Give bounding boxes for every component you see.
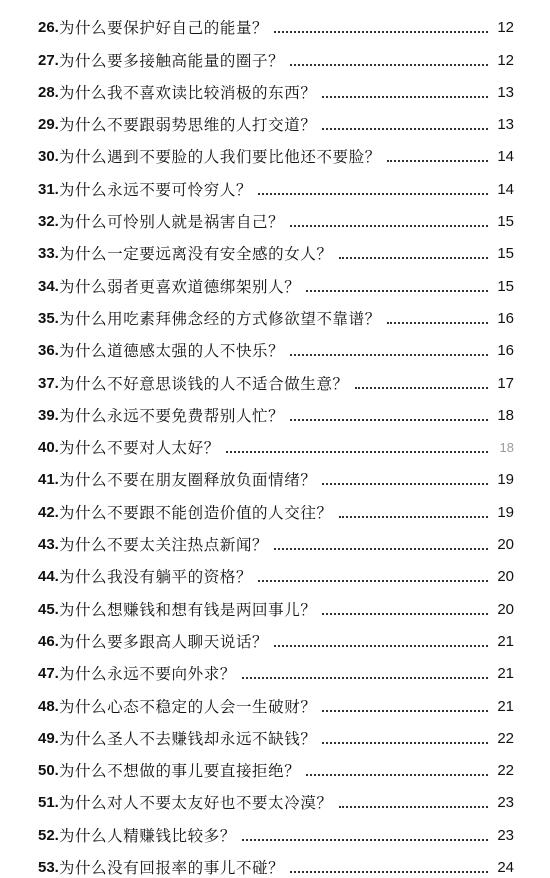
entry-title: 为什么用吃素拜佛念经的方式修欲望不靠谱？ <box>58 309 381 328</box>
toc-entry[interactable] <box>0 652 550 684</box>
toc-entry[interactable] <box>0 394 550 426</box>
toc-entry[interactable] <box>0 523 550 555</box>
entry-number: 43. <box>38 536 59 554</box>
entry-title: 为什么我不喜欢读比较消极的东西？ <box>58 83 317 102</box>
entry-page-number: 15 <box>497 245 514 263</box>
entry-title: 为什么想赚钱和想有钱是两回事儿？ <box>58 600 317 619</box>
toc-entry[interactable] <box>0 555 550 587</box>
entry-title: 为什么要保护好自己的能量？ <box>58 19 269 38</box>
entry-page-number: 18 <box>499 440 514 456</box>
entry-number: 47. <box>38 665 59 683</box>
toc-entry[interactable] <box>0 587 550 619</box>
dot-leader <box>306 773 488 776</box>
entry-number: 35. <box>38 309 59 327</box>
dot-leader <box>322 612 488 615</box>
toc-entry[interactable] <box>0 103 550 135</box>
entry-title: 为什么弱者更喜欢道德绑架别人？ <box>58 277 301 296</box>
toc-entry[interactable] <box>0 846 550 878</box>
toc-entry[interactable] <box>0 264 550 296</box>
entry-number: 39. <box>38 406 59 424</box>
table-of-contents <box>0 6 550 878</box>
dot-leader <box>274 547 488 550</box>
entry-title: 为什么遇到不要脸的人我们要比他还不要脸？ <box>58 148 381 167</box>
entry-number: 41. <box>38 471 59 489</box>
entry-title: 为什么对人不要太友好也不要太冷漠？ <box>58 794 333 813</box>
dot-leader <box>242 838 488 841</box>
toc-entry[interactable] <box>0 200 550 232</box>
toc-entry[interactable] <box>0 781 550 813</box>
entry-title: 为什么我没有躺平的资格？ <box>58 568 253 587</box>
dot-leader <box>242 676 488 679</box>
entry-title: 为什么永远不要可怜穷人？ <box>58 180 253 199</box>
entry-number: 40. <box>38 439 59 457</box>
entry-title: 为什么人精赚钱比较多？ <box>58 826 236 845</box>
toc-entry[interactable] <box>0 71 550 103</box>
toc-entry[interactable] <box>0 684 550 716</box>
dot-leader <box>387 159 488 162</box>
dot-leader <box>290 870 488 873</box>
entry-title: 为什么不要太关注热点新闻？ <box>58 536 269 555</box>
entry-page-number: 17 <box>497 374 514 392</box>
dot-leader <box>258 192 488 195</box>
entry-number: 53. <box>38 859 59 877</box>
toc-entry[interactable] <box>0 620 550 652</box>
toc-entry[interactable] <box>0 361 550 393</box>
entry-page-number: 14 <box>497 180 514 198</box>
entry-number: 48. <box>38 697 59 715</box>
toc-entry[interactable] <box>0 426 550 458</box>
entry-page-number: 21 <box>497 632 514 650</box>
toc-entry[interactable] <box>0 6 550 38</box>
entry-number: 44. <box>38 568 59 586</box>
entry-page-number: 16 <box>497 342 514 360</box>
entry-title: 为什么心态不稳定的人会一生破财？ <box>58 697 317 716</box>
entry-number: 50. <box>38 762 59 780</box>
entry-title: 为什么道德感太强的人不快乐？ <box>58 342 285 361</box>
entry-number: 32. <box>38 213 59 231</box>
entry-page-number: 13 <box>497 83 514 101</box>
entry-number: 29. <box>38 116 59 134</box>
entry-title: 为什么不要对人太好？ <box>58 439 220 458</box>
dot-leader <box>322 127 488 130</box>
entry-page-number: 22 <box>497 762 514 780</box>
entry-number: 51. <box>38 794 59 812</box>
entry-number: 52. <box>38 826 59 844</box>
entry-page-number: 24 <box>497 859 514 877</box>
dot-leader <box>306 289 488 292</box>
entry-page-number: 19 <box>497 503 514 521</box>
entry-page-number: 13 <box>497 116 514 134</box>
dot-leader <box>290 353 488 356</box>
entry-page-number: 19 <box>497 471 514 489</box>
entry-number: 28. <box>38 83 59 101</box>
dot-leader <box>226 450 488 453</box>
entry-page-number: 21 <box>497 697 514 715</box>
entry-title: 为什么不要跟不能创造价值的人交往？ <box>58 503 333 522</box>
dot-leader <box>387 321 488 324</box>
toc-entry[interactable] <box>0 749 550 781</box>
dot-leader <box>258 579 488 582</box>
entry-page-number: 18 <box>497 406 514 424</box>
entry-page-number: 15 <box>497 277 514 295</box>
entry-title: 为什么不要跟弱势思维的人打交道？ <box>58 116 317 135</box>
entry-title: 为什么不想做的事儿要直接拒绝？ <box>58 762 301 781</box>
entry-number: 26. <box>38 19 59 37</box>
dot-leader <box>339 805 488 808</box>
entry-number: 49. <box>38 729 59 747</box>
entry-number: 37. <box>38 374 59 392</box>
entry-page-number: 23 <box>497 826 514 844</box>
entry-page-number: 22 <box>497 729 514 747</box>
entry-title: 为什么圣人不去赚钱却永远不缺钱？ <box>58 729 317 748</box>
entry-title: 为什么不好意思谈钱的人不适合做生意？ <box>58 374 349 393</box>
entry-title: 为什么一定要远离没有安全感的女人？ <box>58 245 333 264</box>
entry-page-number: 15 <box>497 213 514 231</box>
entry-page-number: 12 <box>497 51 514 69</box>
toc-entry[interactable] <box>0 297 550 329</box>
toc-entry[interactable] <box>0 329 550 361</box>
toc-entry[interactable] <box>0 458 550 490</box>
dot-leader <box>290 224 488 227</box>
entry-number: 30. <box>38 148 59 166</box>
dot-leader <box>322 741 488 744</box>
entry-page-number: 23 <box>497 794 514 812</box>
dot-leader <box>290 418 488 421</box>
entry-number: 42. <box>38 503 59 521</box>
entry-title: 为什么永远不要免费帮别人忙？ <box>58 406 285 425</box>
entry-number: 34. <box>38 277 59 295</box>
dot-leader <box>290 63 488 66</box>
entry-page-number: 20 <box>497 568 514 586</box>
dot-leader <box>274 644 488 647</box>
entry-title: 为什么没有回报率的事儿不碰？ <box>58 859 285 878</box>
toc-entry[interactable] <box>0 38 550 70</box>
dot-leader <box>355 386 488 389</box>
entry-number: 46. <box>38 632 59 650</box>
entry-number: 27. <box>38 51 59 69</box>
entry-page-number: 21 <box>497 665 514 683</box>
toc-entry[interactable] <box>0 167 550 199</box>
entry-number: 31. <box>38 180 59 198</box>
entry-title: 为什么永远不要向外求？ <box>58 665 236 684</box>
toc-entry[interactable] <box>0 813 550 845</box>
toc-entry[interactable] <box>0 717 550 749</box>
dot-leader <box>322 95 488 98</box>
dot-leader <box>322 709 488 712</box>
entry-page-number: 12 <box>497 19 514 37</box>
dot-leader <box>322 482 488 485</box>
entry-title: 为什么要多跟高人聊天说话？ <box>58 632 269 651</box>
entry-page-number: 20 <box>497 600 514 618</box>
entry-number: 33. <box>38 245 59 263</box>
toc-entry[interactable] <box>0 232 550 264</box>
entry-page-number: 20 <box>497 536 514 554</box>
dot-leader <box>274 30 488 33</box>
entry-title: 为什么不要在朋友圈释放负面情绪？ <box>58 471 317 490</box>
entry-page-number: 14 <box>497 148 514 166</box>
dot-leader <box>339 256 488 259</box>
entry-number: 36. <box>38 342 59 360</box>
toc-entry[interactable] <box>0 135 550 167</box>
entry-number: 45. <box>38 600 59 618</box>
dot-leader <box>339 515 488 518</box>
entry-title: 为什么要多接触高能量的圈子？ <box>58 51 285 70</box>
entry-page-number: 16 <box>497 309 514 327</box>
entry-title: 为什么可怜别人就是祸害自己？ <box>58 213 285 232</box>
toc-entry[interactable] <box>0 490 550 522</box>
